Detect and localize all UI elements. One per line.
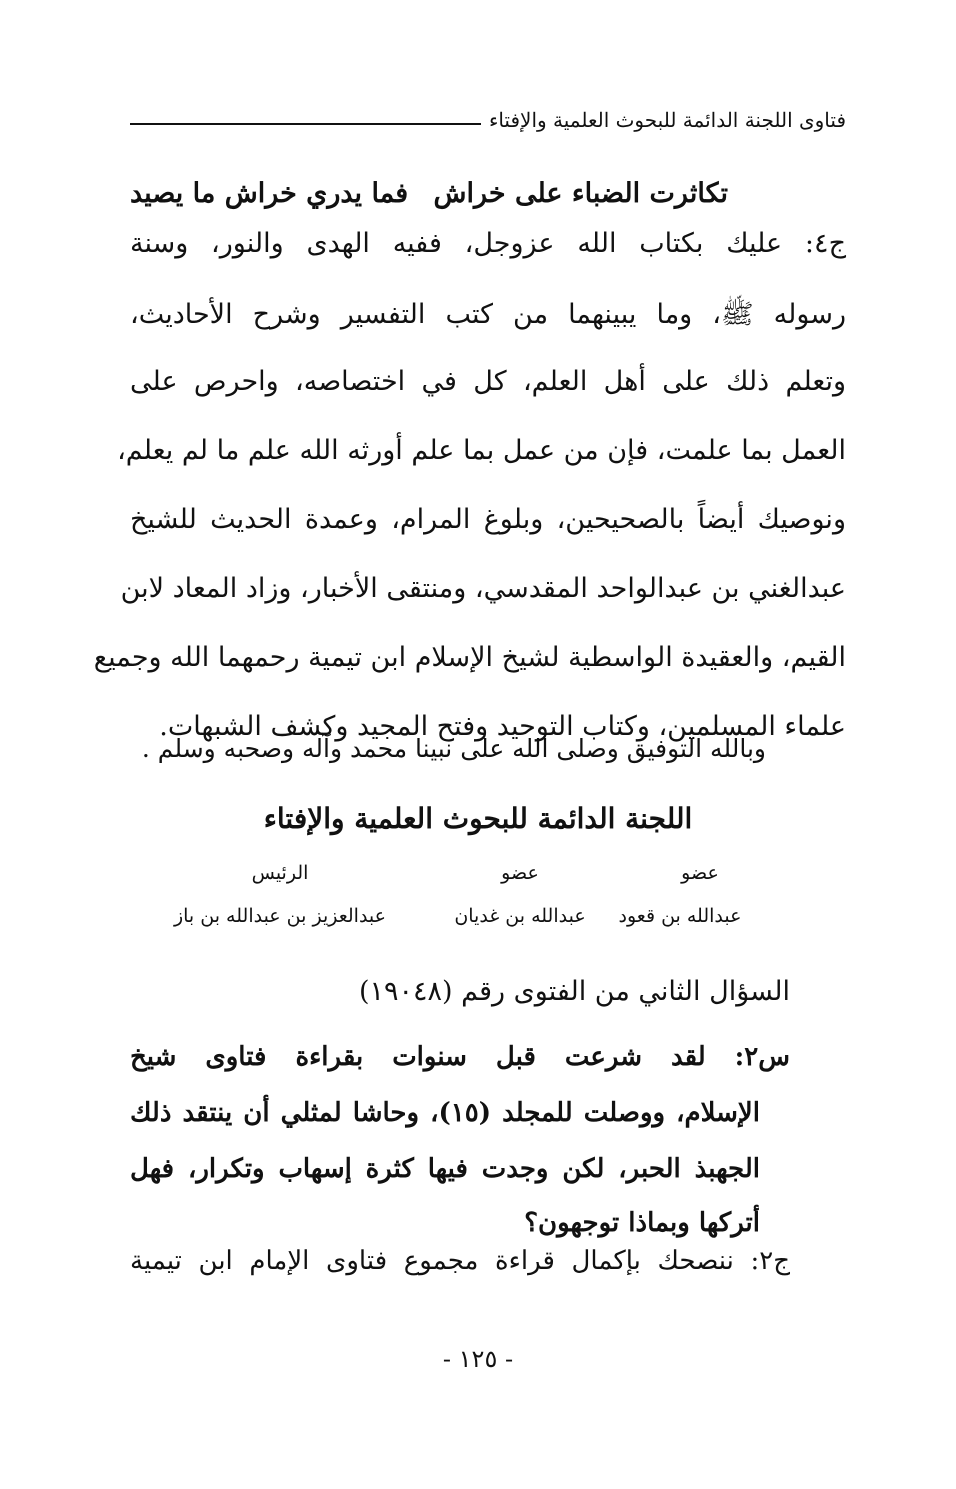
paragraph-line: ج٤: عليك بكتاب الله عزوجل، ففيه الهدى والنور، وسنة [130, 228, 846, 259]
paragraph-line: ونوصيك أيضاً بالصحيحين، وبلوغ المرام، وعمدة الحديث للشيخ [130, 504, 846, 535]
paragraph-line: وتعلم ذلك على أهل العلم، كل في اختصاصه، واحرص على [130, 366, 846, 397]
header-title: فتاوى اللجنة الدائمة للبحوث العلمية والإفتاء [488, 108, 846, 132]
signatory-role: الرئيس [251, 862, 309, 884]
paragraph-line: رسوله ﷺ، وما يبينهما من كتب التفسير وشرح الأحاديث، [130, 299, 846, 330]
committee-name: اللجنة الدائمة للبحوث العلمية والإفتاء [263, 802, 693, 835]
signatory-role: عضو [501, 862, 539, 884]
paragraph-line: عبدالغني بن عبدالواحد المقدسي، ومنتقى الأخبار، وزاد المعاد لابن [120, 573, 846, 604]
answer-2-start: ج٢: ننصحك بإكمال قراءة مجموع فتاوى الإمام ابن تيمية [130, 1246, 790, 1276]
poetry-verse [130, 178, 728, 209]
verse-second-half: فما يدري خراش ما يصيد [130, 178, 409, 209]
page-number: - ١٢٥ - [442, 1345, 514, 1373]
question-line: الجهبذ الحبر، لكن وجدت فيها كثرة إسهاب وتكرار، فهل [130, 1154, 760, 1184]
question-line: الإسلام، ووصلت للمجلد (١٥)، وحاشا لمثلي أن ينتقد ذلك [130, 1098, 760, 1128]
signatory-name: عبدالله بن قعود [618, 905, 742, 927]
question-line: أتركها وبماذا توجهون؟ [524, 1208, 760, 1238]
signatory-role: عضو [681, 862, 719, 884]
closing-formula: وبالله التوفيق وصلى الله على نبينا محمد وآله وصحبه وسلم . [141, 734, 766, 763]
verse-first-half: تكاثرت الضباء على خراش [433, 178, 728, 209]
paragraph-line: العمل بما علمت، فإن من عمل بما علم أورثه الله علم ما لم يعلم، [117, 435, 846, 466]
question-heading: السؤال الثاني من الفتوى رقم (١٩٠٤٨) [358, 976, 790, 1007]
paragraph-line: علماء المسلمين، وكتاب التوحيد وفتح المجيد وكشف الشبهات. [159, 711, 846, 742]
paragraph-line: القيم، والعقيدة الواسطية لشيخ الإسلام ابن تيمية رحمهما الله وجميع [93, 642, 846, 673]
running-header [130, 108, 846, 132]
signatory-name: عبدالله بن غديان [454, 905, 586, 927]
question-line: س٢: لقد شرعت قبل سنوات بقراءة فتاوى شيخ [130, 1042, 790, 1072]
signatory-name: عبدالعزيز بن عبدالله بن باز [173, 905, 387, 927]
header-rule [130, 123, 481, 125]
